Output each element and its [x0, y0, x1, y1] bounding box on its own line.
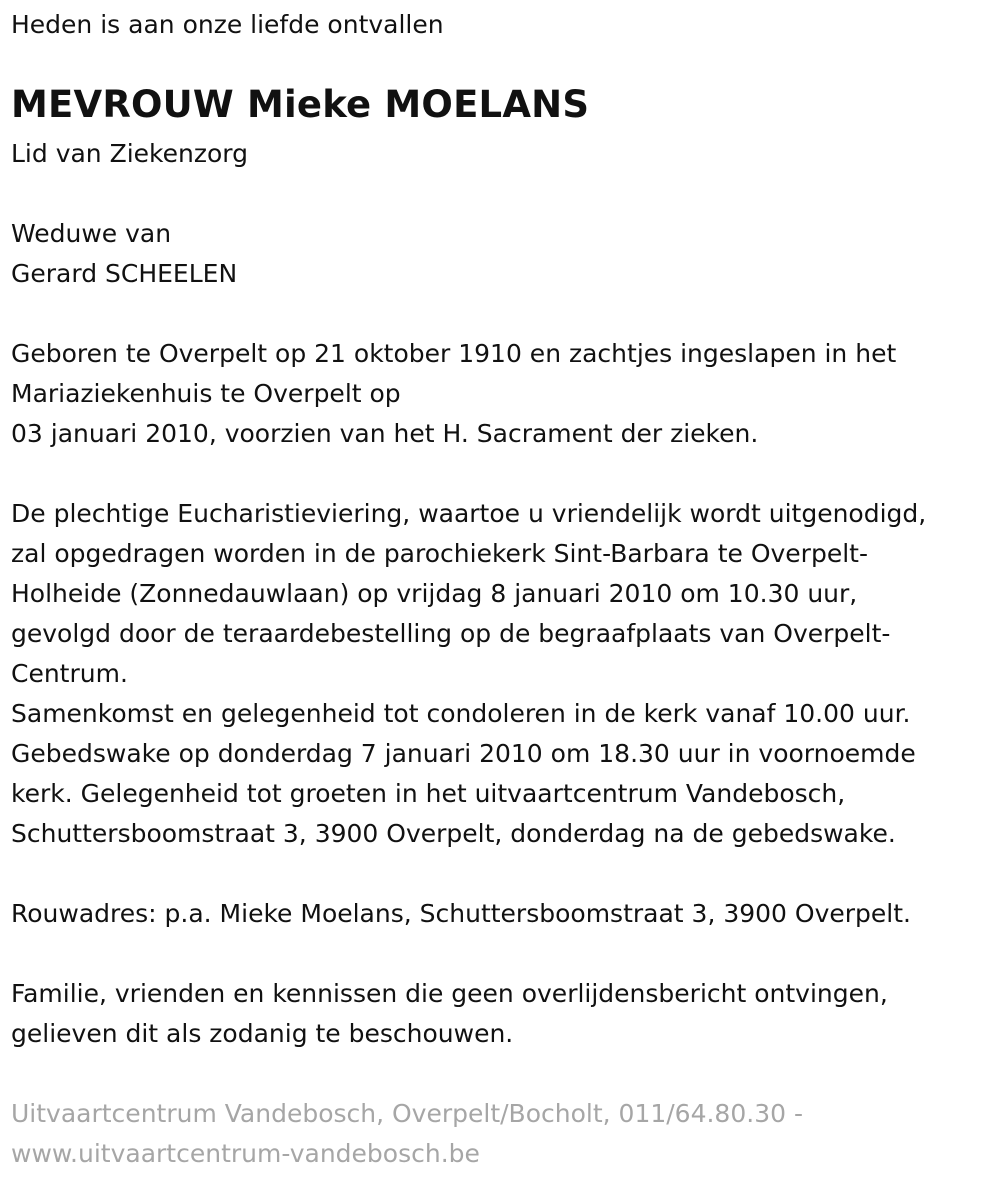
- membership-block: [11, 134, 248, 174]
- ceremony-line: Samenkomst en gelegenheid tot condoleren in de kerk vanaf 10.00 uur.: [11, 699, 911, 728]
- closing-line: gelieven dit als zodanig te beschouwen.: [11, 1019, 514, 1048]
- birth-death-line: Mariaziekenhuis te Overpelt op: [11, 379, 401, 408]
- funeral-home-footer: [11, 1094, 803, 1174]
- ceremony-line: kerk. Gelegenheid tot groeten in het uitvaartcentrum Vandebosch,: [11, 779, 846, 808]
- spouse-line: Weduwe van: [11, 219, 172, 248]
- ceremony-line: Holheide (Zonnedauwlaan) op vrijdag 8 januari 2010 om 10.30 uur,: [11, 579, 858, 608]
- mourning-address-block: [11, 894, 911, 934]
- birth-death-line: 03 januari 2010, voorzien van het H. Sacrament der zieken.: [11, 419, 759, 448]
- ceremony-line: zal opgedragen worden in de parochiekerk Sint-Barbara te Overpelt-: [11, 539, 868, 568]
- ceremony-line: Schuttersboomstraat 3, 3900 Overpelt, donderdag na de gebedswake.: [11, 819, 896, 848]
- membership-text: Lid van Ziekenzorg: [11, 139, 248, 168]
- spouse-block: [11, 214, 237, 294]
- ceremony-line: gevolgd door de teraardebestelling op de begraafplaats van Overpelt-: [11, 619, 891, 648]
- closing-line: Familie, vrienden en kennissen die geen overlijdensbericht ontvingen,: [11, 979, 888, 1008]
- spouse-line: Gerard SCHEELEN: [11, 259, 238, 288]
- deceased-name: MEVROUW Mieke MOELANS: [11, 83, 590, 126]
- footer-line: Uitvaartcentrum Vandebosch, Overpelt/Bocholt, 011/64.80.30 -: [11, 1099, 803, 1128]
- ceremony-line: Gebedswake op donderdag 7 januari 2010 om 18.30 uur in voornoemde: [11, 739, 916, 768]
- ceremony-line: Centrum.: [11, 659, 128, 688]
- birth-death-block: [11, 334, 896, 454]
- ceremony-line: De plechtige Eucharistieviering, waartoe u vriendelijk wordt uitgenodigd,: [11, 499, 927, 528]
- intro-text: Heden is aan onze liefde ontvallen: [11, 10, 444, 39]
- birth-death-line: Geboren te Overpelt op 21 oktober 1910 en zachtjes ingeslapen in het: [11, 339, 897, 368]
- footer-website: www.uitvaartcentrum-vandebosch.be: [11, 1139, 480, 1168]
- mourning-address: Rouwadres: p.a. Mieke Moelans, Schuttersboomstraat 3, 3900 Overpelt.: [11, 899, 911, 928]
- closing-block: [11, 974, 888, 1054]
- ceremony-block: [11, 494, 926, 854]
